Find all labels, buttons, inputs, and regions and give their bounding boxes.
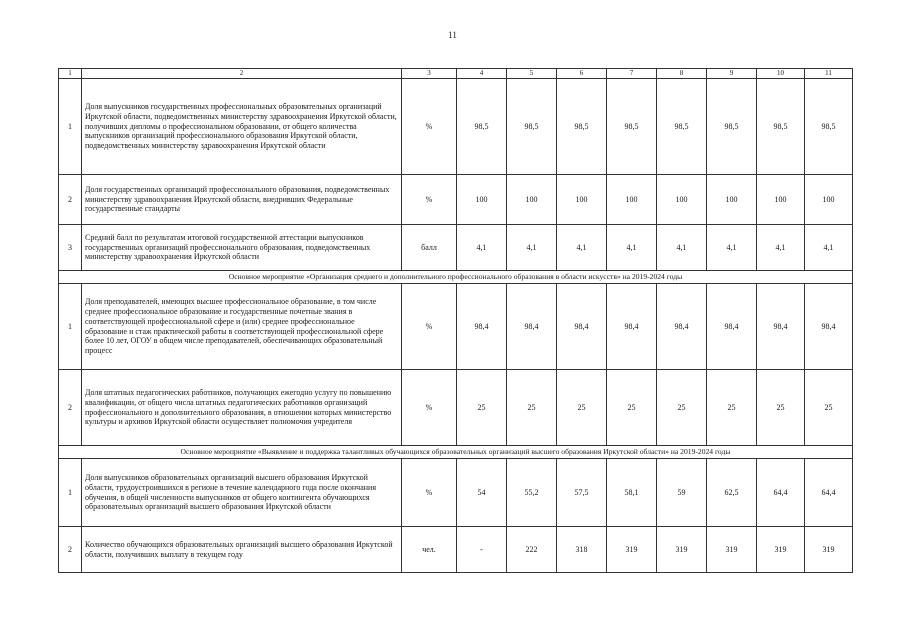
- value-cell: 319: [657, 527, 707, 573]
- indicator-description: Доля преподавателей, имеющих высшее профессиональное образование, в том числе среднее профессиональное образование и государственные почетные звания в соответствующей профессиональной сфере и (или) среднее профессиональное образование и стаж практической работы в соответствующей профессиональной сфере более 10 лет, ОГОУ в общем числе преподавателей, обеспечивающих образовательный процесс: [82, 284, 402, 370]
- value-cell: 64,4: [805, 459, 853, 527]
- value-cell: 100: [707, 175, 757, 225]
- row-number: 2: [59, 175, 82, 225]
- value-cell: 25: [757, 370, 805, 446]
- table-row: [59, 527, 853, 573]
- value-cell: 98,4: [557, 284, 607, 370]
- indicator-description: Количество обучающихся образовательных организаций высшего образования Иркутской области, получивших выплату в текущем году: [82, 527, 402, 573]
- value-cell: 4,1: [557, 225, 607, 271]
- indicators-table: [58, 68, 853, 573]
- column-number-8: 8: [657, 69, 707, 79]
- section-heading-row: [59, 271, 853, 284]
- table-row: [59, 79, 853, 175]
- value-cell: 319: [607, 527, 657, 573]
- section-title: Основное мероприятие «Выявление и поддержка талантливых обучающихся образовательных организаций высшего образования Иркутской области» на 2019-2024 годы: [59, 446, 853, 459]
- value-cell: 222: [507, 527, 557, 573]
- value-cell: 319: [805, 527, 853, 573]
- unit-cell: %: [402, 175, 457, 225]
- value-cell: 25: [805, 370, 853, 446]
- page-number: 11: [448, 30, 457, 40]
- value-cell: 62,5: [707, 459, 757, 527]
- table-row: [59, 175, 853, 225]
- table-row: [59, 459, 853, 527]
- column-number-10: 10: [757, 69, 805, 79]
- value-cell: 98,5: [757, 79, 805, 175]
- indicator-description: Доля выпускников государственных профессиональных образовательных организаций Иркутской области, подведомственных министерству здравоохранения Иркутской области, получивших дипломы о профессиональном образовании, от общего количества выпускников организаций профессионального образования Иркутской области, подведомственных министерству здравоохранения Иркутской области: [82, 79, 402, 175]
- value-cell: 57,5: [557, 459, 607, 527]
- indicator-description: Доля штатных педагогических работников, получающих ежегодно услугу по повышению квалификации, от общего числа штатных педагогических работников организаций профессионального и дополнительного образования, в отношении которых министерство культуры и архивов Иркутской области осуществляет полномочия учредителя: [82, 370, 402, 446]
- row-number: 1: [59, 79, 82, 175]
- value-cell: 98,5: [607, 79, 657, 175]
- value-cell: 4,1: [457, 225, 507, 271]
- indicator-description: Средний балл по результатам итоговой государственной аттестации выпускников государственных организаций профессионального образования, подведомственных министерству здравоохранения Иркутской области: [82, 225, 402, 271]
- value-cell: 100: [507, 175, 557, 225]
- unit-cell: %: [402, 459, 457, 527]
- column-number-7: 7: [607, 69, 657, 79]
- column-number-11: 11: [805, 69, 853, 79]
- unit-cell: чел.: [402, 527, 457, 573]
- value-cell: 25: [457, 370, 507, 446]
- value-cell: 98,5: [657, 79, 707, 175]
- value-cell: 98,4: [805, 284, 853, 370]
- value-cell: 100: [457, 175, 507, 225]
- unit-cell: балл: [402, 225, 457, 271]
- value-cell: 98,5: [457, 79, 507, 175]
- value-cell: 98,5: [557, 79, 607, 175]
- value-cell: 98,4: [607, 284, 657, 370]
- row-number: 3: [59, 225, 82, 271]
- value-cell: 100: [805, 175, 853, 225]
- value-cell: 319: [757, 527, 805, 573]
- row-number: 1: [59, 459, 82, 527]
- value-cell: -: [457, 527, 507, 573]
- value-cell: 318: [557, 527, 607, 573]
- column-number-3: 3: [402, 69, 457, 79]
- table-row: [59, 284, 853, 370]
- column-number-4: 4: [457, 69, 507, 79]
- value-cell: 100: [607, 175, 657, 225]
- value-cell: 54: [457, 459, 507, 527]
- value-cell: 98,4: [457, 284, 507, 370]
- column-number-1: 1: [59, 69, 82, 79]
- unit-cell: %: [402, 79, 457, 175]
- value-cell: 319: [707, 527, 757, 573]
- section-heading-row: [59, 446, 853, 459]
- column-number-2: 2: [82, 69, 402, 79]
- table-header-row: [59, 69, 853, 79]
- value-cell: 98,4: [657, 284, 707, 370]
- value-cell: 100: [557, 175, 607, 225]
- value-cell: 25: [557, 370, 607, 446]
- unit-cell: %: [402, 284, 457, 370]
- value-cell: 4,1: [507, 225, 557, 271]
- value-cell: 98,4: [707, 284, 757, 370]
- value-cell: 98,5: [507, 79, 557, 175]
- row-number: 2: [59, 370, 82, 446]
- indicator-description: Доля выпускников образовательных организаций высшего образования Иркутской области, трудоустроившихся в регионе в течение календарного года после окончания обучения, в общей численности выпускников от общего контингента обучающихся образовательных организаций высшего образования Иркутской области: [82, 459, 402, 527]
- value-cell: 58,1: [607, 459, 657, 527]
- column-number-5: 5: [507, 69, 557, 79]
- row-number: 2: [59, 527, 82, 573]
- value-cell: 98,4: [757, 284, 805, 370]
- value-cell: 100: [657, 175, 707, 225]
- value-cell: 55,2: [507, 459, 557, 527]
- value-cell: 25: [657, 370, 707, 446]
- value-cell: 25: [607, 370, 657, 446]
- table-row: [59, 225, 853, 271]
- value-cell: 4,1: [757, 225, 805, 271]
- value-cell: 64,4: [757, 459, 805, 527]
- table-row: [59, 370, 853, 446]
- value-cell: 25: [507, 370, 557, 446]
- value-cell: 4,1: [707, 225, 757, 271]
- indicator-description: Доля государственных организаций профессионального образования, подведомственных министерству здравоохранения Иркутской области, внедривших Федеральные государственные стандарты: [82, 175, 402, 225]
- value-cell: 100: [757, 175, 805, 225]
- value-cell: 25: [707, 370, 757, 446]
- value-cell: 4,1: [607, 225, 657, 271]
- unit-cell: %: [402, 370, 457, 446]
- value-cell: 59: [657, 459, 707, 527]
- section-title: Основное мероприятие «Организация среднего и дополнительного профессионального образования в области искусств» на 2019-2024 годы: [59, 271, 853, 284]
- column-number-9: 9: [707, 69, 757, 79]
- value-cell: 4,1: [805, 225, 853, 271]
- value-cell: 98,5: [707, 79, 757, 175]
- row-number: 1: [59, 284, 82, 370]
- value-cell: 98,4: [507, 284, 557, 370]
- value-cell: 4,1: [657, 225, 707, 271]
- value-cell: 98,5: [805, 79, 853, 175]
- column-number-6: 6: [557, 69, 607, 79]
